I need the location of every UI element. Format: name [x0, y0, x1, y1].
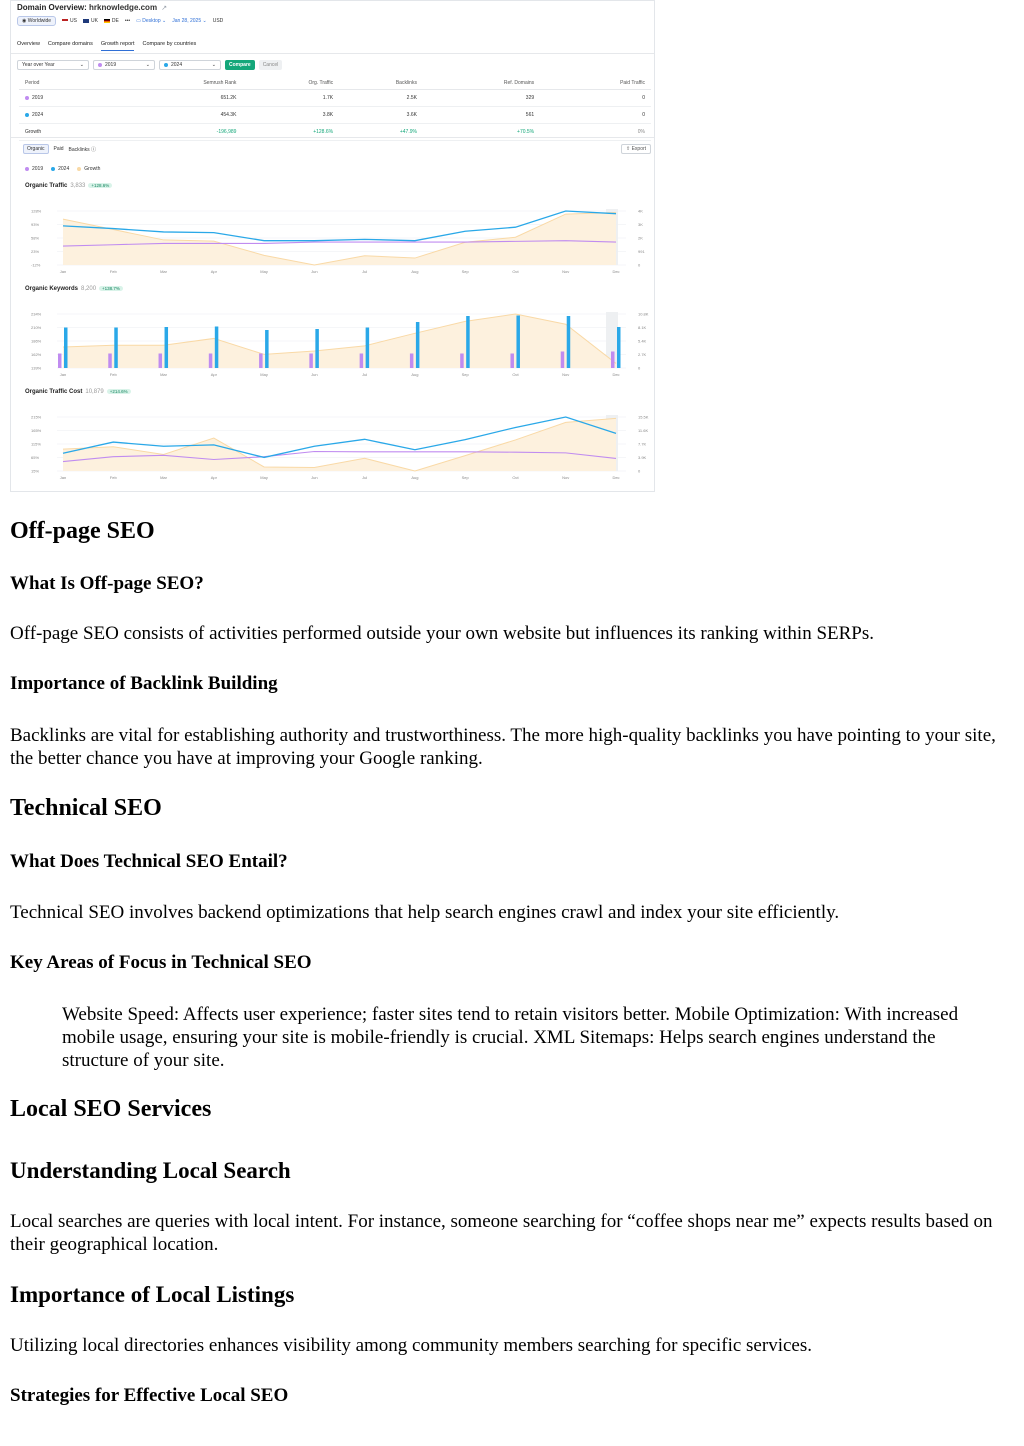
chevron-down-icon: ⌄ [211, 62, 216, 68]
device-selector[interactable]: ▭ Desktop ⌄ [136, 18, 167, 24]
organic-traffic-chart[interactable] [11, 203, 654, 281]
chart-title-organic-keywords: Organic Keywords 8,200 +138.7% [25, 286, 123, 292]
heading-what-is-offpage: What Is Off-page SEO? [10, 573, 204, 594]
right-tick-label: 11.6K [638, 428, 649, 433]
x-tick-label: Sep [461, 269, 469, 274]
bar-2019 [58, 354, 62, 369]
x-tick-label: Jan [59, 269, 67, 274]
paragraph-listings: Utilizing local directories enhances visibility among community members searching for specific services. [10, 1335, 812, 1356]
right-tick-label: 0 [638, 365, 641, 371]
table-header-row [19, 77, 651, 90]
left-tick-label: 162% [31, 352, 42, 357]
legend-2019[interactable]: 2019 [25, 166, 43, 172]
bar-2024 [265, 330, 269, 368]
left-tick-label: 215% [31, 414, 42, 420]
bar-2024 [315, 329, 319, 368]
worldwide-chip[interactable]: ◉ Worldwide [17, 16, 56, 26]
col-semrush-rank[interactable]: Semrush Rank [110, 77, 237, 90]
x-tick-label: Jul [362, 269, 368, 274]
domain-overview-title: Domain Overview: hrknowledge.com ↗ [17, 3, 168, 12]
right-tick-label: 10.8K [638, 311, 649, 317]
domain-link[interactable]: hrknowledge.com [89, 3, 158, 12]
subtab-organic[interactable]: Organic [23, 144, 49, 154]
growth-badge: +214.6% [107, 389, 131, 394]
de-flag-icon [104, 19, 110, 23]
x-tick-label: May [260, 475, 268, 480]
left-tick-label: 186% [31, 338, 42, 344]
x-tick-label: Jun [311, 269, 318, 274]
x-tick-label: Dec [612, 269, 620, 274]
left-tick-label: 65% [31, 455, 40, 460]
bar-2019 [209, 354, 213, 369]
monitor-icon: ▭ [136, 18, 143, 24]
col-backlinks[interactable]: Backlinks [334, 77, 418, 90]
heading-technical-seo: Technical SEO [10, 795, 162, 821]
right-tick-label: 7.7K [638, 441, 647, 447]
right-tick-label: 2K [638, 235, 643, 241]
x-tick-label: Feb [109, 475, 117, 480]
x-tick-label: Jul [362, 475, 368, 480]
heading-strategies-local: Strategies for Effective Local SEO [10, 1385, 289, 1406]
x-tick-label: Jul [362, 372, 368, 377]
x-tick-label: Feb [109, 372, 117, 377]
left-tick-label: -12% [31, 262, 41, 268]
bar-2019 [410, 354, 414, 369]
year-b-select[interactable]: 2024 ⌄ [159, 60, 221, 70]
table-row: Growth -196,989 +128.6% +47.9% +70.5% 0% [19, 124, 651, 141]
semrush-growth-report-screenshot [10, 0, 655, 492]
col-period[interactable]: Period [19, 77, 110, 90]
right-tick-label: 991 [638, 249, 645, 254]
right-tick-label: 2.7K [638, 352, 647, 357]
tabs-divider [11, 53, 654, 54]
left-tick-label: 139% [31, 365, 42, 371]
tab-growth-report[interactable]: Growth report [101, 41, 135, 51]
left-tick-label: 165% [31, 428, 42, 433]
country-uk[interactable]: UK [83, 18, 98, 24]
x-tick-label: Sep [461, 372, 469, 377]
right-tick-label: 8.1K [638, 325, 647, 330]
us-flag-icon [62, 19, 68, 23]
external-link-icon[interactable]: ↗ [161, 5, 168, 12]
right-tick-label: 15.5K [638, 414, 649, 420]
left-tick-label: 58% [31, 235, 40, 241]
table-row: 2024 454.3K 3.8K 3.6K 561 0 [19, 107, 651, 124]
x-tick-label: Nov [562, 269, 570, 274]
right-tick-label: 3K [638, 222, 643, 227]
heading-understanding-local: Understanding Local Search [10, 1158, 291, 1183]
bar-2024 [567, 316, 571, 368]
x-tick-label: Apr [210, 372, 217, 377]
left-tick-label: 15% [31, 468, 40, 474]
database-selector-row [17, 16, 223, 26]
x-tick-label: Oct [512, 475, 519, 480]
x-tick-label: Jun [311, 372, 318, 377]
left-tick-label: 234% [31, 311, 42, 317]
bar-2024 [114, 328, 118, 369]
chart-legend [25, 166, 100, 172]
chart-subtabs [23, 144, 96, 154]
x-tick-label: Aug [411, 372, 419, 377]
x-tick-label: Aug [411, 269, 419, 274]
right-tick-label: 3.9K [638, 455, 647, 460]
x-tick-label: Oct [512, 269, 519, 274]
domain-overview-header [11, 1, 654, 31]
bar-2024 [366, 328, 370, 369]
heading-backlink-building: Importance of Backlink Building [10, 673, 278, 694]
left-tick-label: 128% [31, 208, 42, 214]
organic-keywords-chart[interactable] [11, 306, 654, 384]
x-tick-label: Jan [59, 475, 67, 480]
col-paid-traffic[interactable]: Paid Traffic [535, 77, 651, 90]
x-tick-label: Oct [512, 372, 519, 377]
bar-2019 [460, 354, 464, 369]
bar-2019 [611, 352, 615, 369]
upload-icon: ⇧ [626, 146, 632, 152]
bar-2019 [561, 352, 565, 369]
bar-2024 [466, 316, 470, 368]
cancel-button[interactable]: Cancel [259, 60, 283, 70]
bar-2024 [516, 316, 520, 369]
heading-key-areas: Key Areas of Focus in Technical SEO [10, 952, 312, 973]
subtab-backlinks[interactable]: Backlinks ⓘ [68, 146, 97, 153]
chart-title-organic-traffic-cost: Organic Traffic Cost 10,879 +214.6% [25, 389, 131, 395]
legend-growth[interactable]: Growth [77, 166, 100, 172]
x-tick-label: Sep [461, 475, 469, 480]
right-tick-label: 0 [638, 468, 641, 474]
heading-offpage-seo: Off-page SEO [10, 518, 155, 544]
bar-2024 [165, 327, 169, 368]
bar-2024 [416, 322, 420, 368]
x-tick-label: Apr [210, 269, 217, 274]
period-mode-select[interactable]: Year over Year ⌄ [17, 60, 89, 70]
x-tick-label: Mar [160, 372, 167, 377]
bar-2024 [215, 327, 219, 369]
info-icon: ⓘ [91, 146, 97, 153]
chart-title-organic-traffic: Organic Traffic 3,833 +128.6% [25, 183, 112, 189]
compare-button[interactable]: Compare [225, 60, 255, 70]
x-tick-label: Feb [109, 269, 117, 274]
x-tick-label: Dec [612, 475, 620, 480]
section-divider [11, 137, 654, 138]
globe-icon: ◉ [22, 18, 28, 24]
date-selector[interactable]: Jan 28, 2025 ⌄ [172, 18, 207, 24]
paragraph-key-areas: Website Speed: Affects user experience; faster sites tend to retain visitors better. Mobile Optimization: With increased mobile usage, ensuring your site is mobile-friendly is crucial. XML Sitemaps: Helps search engines understand the structure of your site. [62, 1004, 959, 1071]
left-tick-label: 115% [31, 441, 41, 447]
table-row: 2019 651.2K 1.7K 2.5K 329 0 [19, 90, 651, 107]
col-org-traffic[interactable]: Org. Traffic [237, 77, 334, 90]
currency-label[interactable]: USD [212, 18, 224, 24]
x-tick-label: Jan [59, 372, 67, 377]
x-tick-label: Mar [160, 269, 167, 274]
compare-controls [17, 60, 282, 70]
x-tick-label: Aug [411, 475, 419, 480]
x-tick-label: Nov [562, 372, 570, 377]
heading-what-technical: What Does Technical SEO Entail? [10, 851, 288, 872]
growth-table [19, 77, 651, 141]
bar-2019 [510, 354, 514, 369]
bar-2019 [108, 354, 112, 369]
bar-2019 [259, 354, 263, 369]
heading-local-listings: Importance of Local Listings [10, 1282, 295, 1307]
x-tick-label: Nov [562, 475, 570, 480]
x-tick-label: May [260, 372, 268, 377]
x-tick-label: Mar [160, 475, 167, 480]
more-countries-button[interactable]: ••• [124, 18, 131, 24]
bar-2019 [309, 354, 313, 369]
chevron-down-icon: ⌄ [145, 62, 150, 68]
uk-flag-icon [83, 19, 89, 23]
year-a-select[interactable]: 2019 ⌄ [93, 60, 155, 70]
report-tabs [17, 41, 196, 51]
bar-2019 [360, 354, 364, 369]
x-tick-label: Jun [311, 475, 318, 480]
growth-badge: +138.7% [99, 286, 123, 291]
paragraph-local: Local searches are queries with local intent. For instance, someone searching for “coffee shops near me” expects results based on their geographical location. [10, 1211, 993, 1255]
x-tick-label: May [260, 269, 268, 274]
export-button[interactable]: ⇧ Export [621, 144, 651, 154]
legend-2024[interactable]: 2024 [51, 166, 69, 172]
tab-compare-domains[interactable]: Compare domains [47, 41, 93, 47]
growth-area [63, 213, 616, 265]
subtab-paid[interactable]: Paid [53, 146, 64, 152]
right-tick-label: 5.4K [638, 338, 647, 344]
bar-2024 [617, 327, 621, 368]
country-de[interactable]: DE [104, 18, 119, 24]
right-tick-label: 4K [638, 208, 643, 214]
paragraph-offpage: Off-page SEO consists of activities performed outside your own website but influences its ranking within SERPs. [10, 623, 875, 644]
tab-compare-by-countries[interactable]: Compare by countries [142, 41, 197, 47]
organic-traffic-cost-chart[interactable] [11, 409, 654, 487]
country-us[interactable]: US [62, 18, 77, 24]
col-ref-domains[interactable]: Ref. Domains [418, 77, 535, 90]
left-tick-label: 23% [31, 249, 40, 254]
heading-local-seo-services: Local SEO Services [10, 1096, 212, 1122]
paragraph-technical: Technical SEO involves backend optimizations that help search engines crawl and index your site efficiently. [10, 902, 840, 923]
left-tick-label: 210% [31, 325, 42, 330]
left-tick-label: 93% [31, 222, 40, 227]
right-tick-label: 0 [638, 262, 641, 268]
growth-badge: +128.6% [88, 183, 112, 188]
bar-2019 [159, 354, 163, 369]
chevron-down-icon: ⌄ [79, 62, 84, 68]
paragraph-backlink: Backlinks are vital for establishing authority and trustworthiness. The more high-quality backlinks you have pointing to your site, the better chance you have at improving your Google ranking. [10, 725, 996, 769]
x-tick-label: Apr [210, 475, 217, 480]
x-tick-label: Dec [612, 372, 620, 377]
tab-overview[interactable]: Overview [17, 41, 40, 47]
bar-2024 [64, 328, 68, 369]
